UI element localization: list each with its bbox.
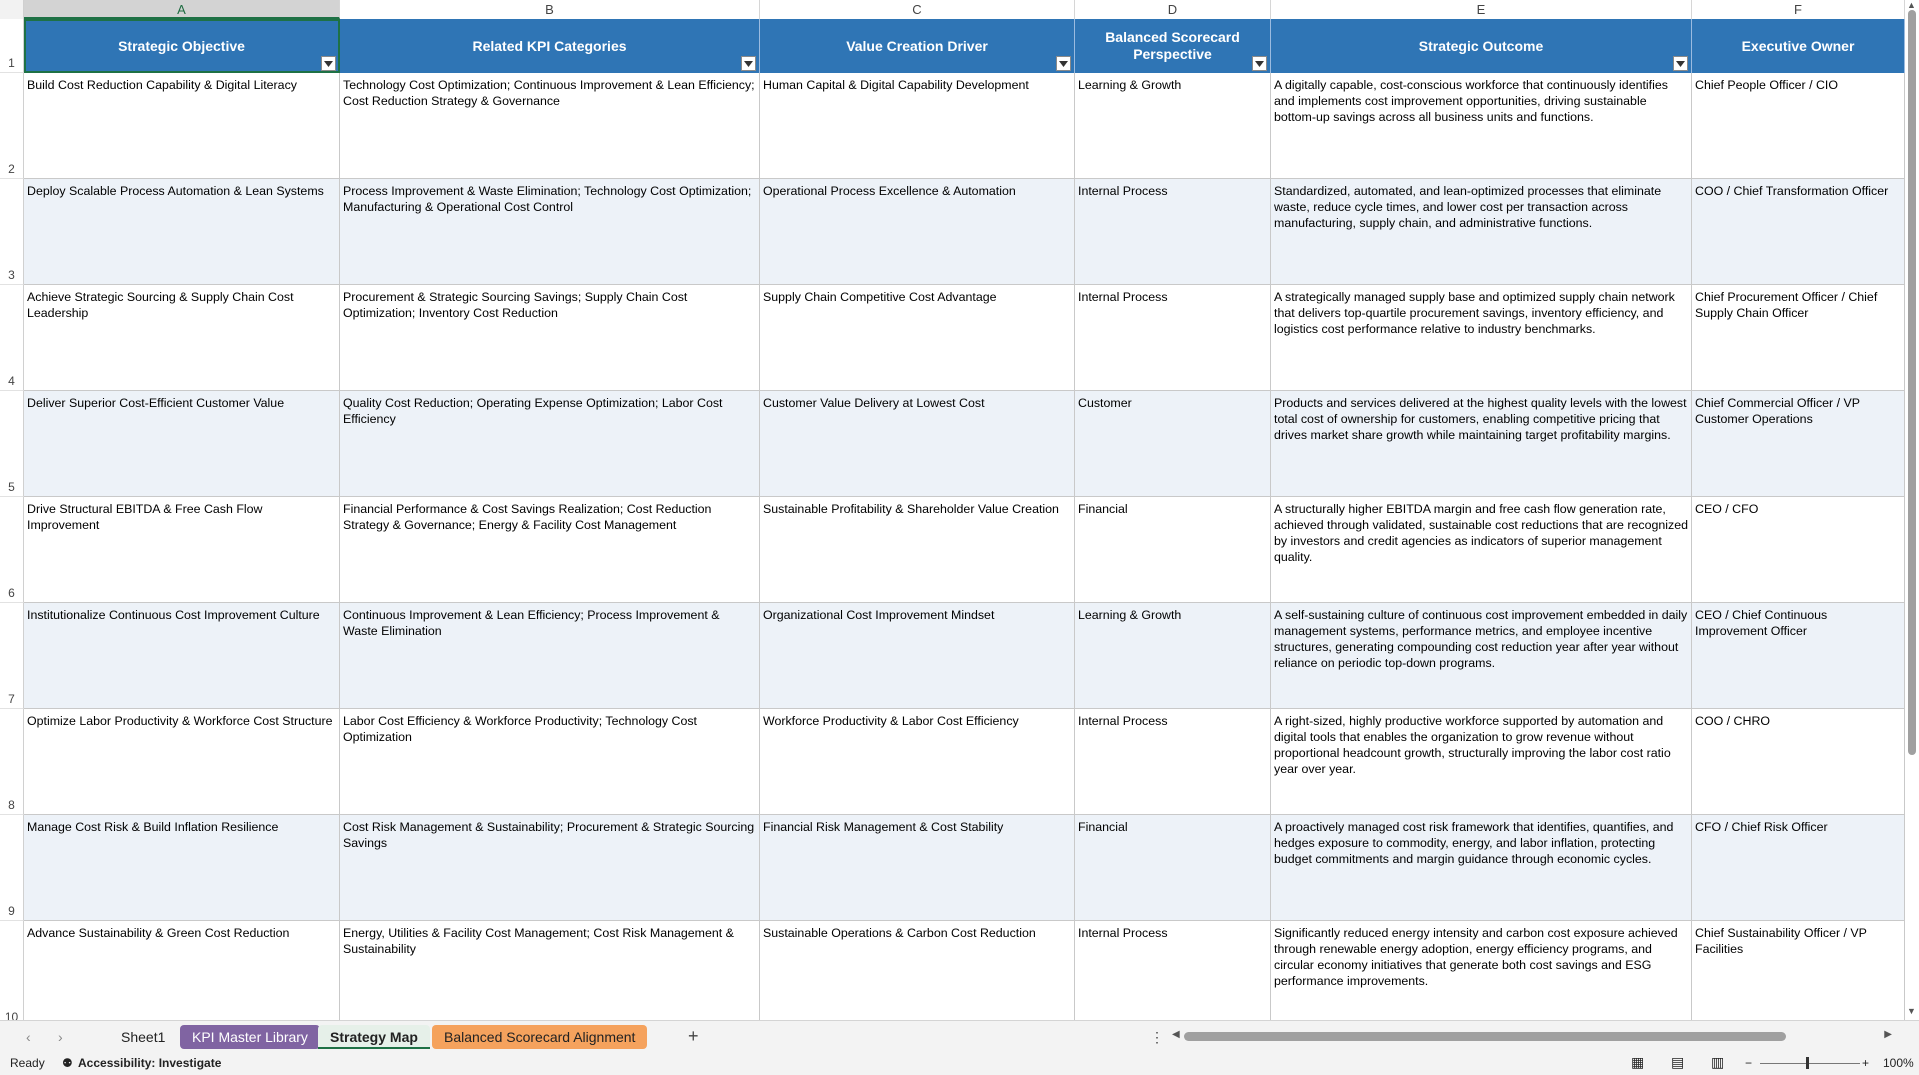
cell-value-creation-driver[interactable]: Human Capital & Digital Capability Development [760,73,1075,179]
header-label: Related KPI Categories [472,37,627,54]
cell-value-creation-driver[interactable]: Customer Value Delivery at Lowest Cost [760,391,1075,497]
cell-value-creation-driver[interactable]: Financial Risk Management & Cost Stability [760,815,1075,921]
header-cell-value-creation-driver[interactable] [760,19,1075,73]
row-header-3[interactable]: 3 [0,179,24,285]
column-header-a[interactable]: A [24,0,340,19]
tab-kpi-master-library[interactable]: KPI Master Library [180,1025,320,1049]
cell-strategic-objective[interactable]: Institutionalize Continuous Cost Improvement Culture [24,603,340,709]
zoom-slider[interactable] [1760,1063,1860,1064]
cell-strategic-objective[interactable]: Manage Cost Risk & Build Inflation Resilience [24,815,340,921]
cell-strategic-outcome[interactable]: A right-sized, highly productive workforce supported by automation and digital tools that enables the organization to grow revenue without proportional headcount growth, structurally improving the labor cost ratio year over year. [1271,709,1692,815]
cell-scorecard-perspective[interactable]: Internal Process [1075,921,1271,1020]
cell-related-kpi-categories[interactable]: Procurement & Strategic Sourcing Savings; Supply Chain Cost Optimization; Inventory Cost Reduction [340,285,760,391]
cell-strategic-outcome[interactable]: A structurally higher EBITDA margin and free cash flow generation rate, achieved through validated, sustainable cost reductions that are recognized by investors and credit agencies as indicators of superior management quality. [1271,497,1692,603]
cell-strategic-objective[interactable]: Achieve Strategic Sourcing & Supply Chain Cost Leadership [24,285,340,391]
filter-dropdown-icon[interactable] [1673,56,1688,71]
row-header-2[interactable]: 2 [0,73,24,179]
zoom-in-icon[interactable]: + [1862,1056,1870,1070]
prev-sheet-icon[interactable]: ‹ [26,1029,31,1045]
cell-value-creation-driver[interactable]: Operational Process Excellence & Automation [760,179,1075,285]
cell-related-kpi-categories[interactable]: Cost Risk Management & Sustainability; Procurement & Strategic Sourcing Savings [340,815,760,921]
page-layout-icon[interactable]: ▤ [1671,1054,1685,1070]
column-header-f[interactable]: F [1692,0,1905,19]
cell-related-kpi-categories[interactable]: Labor Cost Efficiency & Workforce Productivity; Technology Cost Optimization [340,709,760,815]
cell-executive-owner[interactable]: Chief People Officer / CIO [1692,73,1905,179]
cell-strategic-outcome[interactable]: Standardized, automated, and lean-optimized processes that eliminate waste, reduce cycle times, and lower cost per transaction across manufacturing, supply chain, and administrative functions. [1271,179,1692,285]
cell-strategic-outcome[interactable]: A self-sustaining culture of continuous cost improvement embedded in daily management systems, performance metrics, and employee incentive structures, generating compounding cost reduction year after year without reliance on periodic top-down programs. [1271,603,1692,709]
cell-scorecard-perspective[interactable]: Internal Process [1075,285,1271,391]
cell-value-creation-driver[interactable]: Sustainable Operations & Carbon Cost Reduction [760,921,1075,1020]
header-cell-strategic-objective[interactable] [24,19,340,73]
horizontal-scroll-thumb[interactable] [1184,1032,1786,1041]
header-cell-related-kpi-categories[interactable] [340,19,760,73]
zoom-out-icon[interactable]: − [1745,1056,1753,1070]
cell-strategic-outcome[interactable]: Products and services delivered at the highest quality levels with the lowest total cost of ownership for customers, enabling competitive pricing that drives market share growth while maintaining target profitability margins. [1271,391,1692,497]
cell-strategic-outcome[interactable]: A proactively managed cost risk framework that identifies, quantifies, and hedges exposure to commodity, energy, and labor inflation, protecting budget commitments and margin guidance through economic cycles. [1271,815,1692,921]
cell-executive-owner[interactable]: CEO / CFO [1692,497,1905,603]
cell-executive-owner[interactable]: COO / CHRO [1692,709,1905,815]
cell-strategic-objective[interactable]: Build Cost Reduction Capability & Digital Literacy [24,73,340,179]
header-cell-executive-owner[interactable] [1692,19,1905,73]
column-header-d[interactable]: D [1075,0,1271,19]
row-header-1[interactable]: 1 [0,19,24,73]
row-header-5[interactable]: 5 [0,391,24,497]
cell-strategic-objective[interactable]: Deploy Scalable Process Automation & Lean Systems [24,179,340,285]
cell-strategic-outcome[interactable]: A digitally capable, cost-conscious workforce that continuously identifies and implements cost improvement opportunities, driving sustainable bottom-up savings across all business units and functions. [1271,73,1692,179]
filter-dropdown-icon[interactable] [1252,56,1267,71]
cell-executive-owner[interactable]: Chief Commercial Officer / VP Customer Operations [1692,391,1905,497]
scroll-up-icon[interactable]: ▲ [1907,0,1916,10]
cell-scorecard-perspective[interactable]: Internal Process [1075,179,1271,285]
filter-dropdown-icon[interactable] [321,56,336,71]
status-bar [0,1052,1919,1075]
normal-view-icon[interactable]: ▦ [1631,1054,1645,1070]
filter-dropdown-icon[interactable] [741,56,756,71]
zoom-level[interactable]: 100% [1883,1056,1914,1070]
row-header-4[interactable]: 4 [0,285,24,391]
horizontal-scrollbar[interactable] [1172,1030,1892,1044]
cell-executive-owner[interactable]: Chief Sustainability Officer / VP Facilities [1692,921,1905,1020]
cell-scorecard-perspective[interactable]: Internal Process [1075,709,1271,815]
cell-strategic-objective[interactable]: Deliver Superior Cost-Efficient Customer Value [24,391,340,497]
cell-scorecard-perspective[interactable]: Financial [1075,815,1271,921]
cell-related-kpi-categories[interactable]: Financial Performance & Cost Savings Realization; Cost Reduction Strategy & Governance; Energy & Facility Cost Management [340,497,760,603]
next-sheet-icon[interactable]: › [58,1029,63,1045]
header-cell-strategic-outcome[interactable] [1271,19,1692,73]
cell-strategic-outcome[interactable]: Significantly reduced energy intensity and carbon cost exposure achieved through renewable energy adoption, energy efficiency programs, and circular economy initiatives that generate both cost savings and ESG performance improvements. [1271,921,1692,1020]
cell-related-kpi-categories[interactable]: Continuous Improvement & Lean Efficiency; Process Improvement & Waste Elimination [340,603,760,709]
row-header-8[interactable]: 8 [0,709,24,815]
header-label: Executive Owner [1741,37,1855,54]
accessibility-status[interactable]: Accessibility: Investigate [78,1056,222,1070]
filter-dropdown-icon[interactable] [1056,56,1071,71]
cell-value-creation-driver[interactable]: Supply Chain Competitive Cost Advantage [760,285,1075,391]
scroll-left-icon[interactable]: ◀ [1172,1029,1180,1040]
column-header-b[interactable]: B [340,0,760,19]
header-label: Strategic Outcome [1418,37,1544,54]
page-break-icon[interactable]: ▥ [1711,1054,1725,1070]
row-header-10[interactable]: 10 [0,921,24,1020]
sheet-tab-bar [0,1020,1919,1053]
row-header-7[interactable]: 7 [0,603,24,709]
vertical-scroll-thumb[interactable] [1908,10,1916,755]
column-header-e[interactable]: E [1271,0,1692,19]
cell-related-kpi-categories[interactable]: Quality Cost Reduction; Operating Expense Optimization; Labor Cost Efficiency [340,391,760,497]
cell-executive-owner[interactable]: CEO / Chief Continuous Improvement Officer [1692,603,1905,709]
column-header-c[interactable]: C [760,0,1075,19]
row-header-9[interactable]: 9 [0,815,24,921]
status-ready: Ready [10,1056,45,1070]
cell-related-kpi-categories[interactable]: Energy, Utilities & Facility Cost Management; Cost Risk Management & Sustainability [340,921,760,1020]
cell-executive-owner[interactable]: Chief Procurement Officer / Chief Supply Chain Officer [1692,285,1905,391]
cell-value-creation-driver[interactable]: Sustainable Profitability & Shareholder Value Creation [760,497,1075,603]
vertical-scrollbar[interactable] [1905,0,1919,1020]
cell-strategic-objective[interactable]: Drive Structural EBITDA & Free Cash Flow Improvement [24,497,340,603]
cell-executive-owner[interactable]: CFO / Chief Risk Officer [1692,815,1905,921]
cell-related-kpi-categories[interactable]: Process Improvement & Waste Elimination; Technology Cost Optimization; Manufacturing & Operational Cost Control [340,179,760,285]
cell-strategic-outcome[interactable]: A strategically managed supply base and optimized supply chain network that delivers top-quartile procurement savings, inventory efficiency, and logistics cost performance relative to industry benchmarks. [1271,285,1692,391]
scroll-down-icon[interactable]: ▼ [1907,1006,1916,1016]
header-cell-balanced-scorecard-perspective[interactable] [1075,19,1271,73]
add-sheet-button[interactable]: + [688,1026,699,1046]
cell-scorecard-perspective[interactable]: Learning & Growth [1075,603,1271,709]
cell-scorecard-perspective[interactable]: Financial [1075,497,1271,603]
header-label: Balanced Scorecard Perspective [1105,29,1240,62]
cell-strategic-objective[interactable]: Advance Sustainability & Green Cost Reduction [24,921,340,1020]
header-label: Value Creation Driver [846,37,988,54]
cell-executive-owner[interactable]: COO / Chief Transformation Officer [1692,179,1905,285]
row-header-6[interactable]: 6 [0,497,24,603]
cell-value-creation-driver[interactable]: Workforce Productivity & Labor Cost Efficiency [760,709,1075,815]
accessibility-icon[interactable]: ⚉ [62,1056,73,1070]
cell-scorecard-perspective[interactable]: Learning & Growth [1075,73,1271,179]
cell-related-kpi-categories[interactable]: Technology Cost Optimization; Continuous Improvement & Lean Efficiency; Cost Reduction Strategy & Governance [340,73,760,179]
header-label: Strategic Objective [118,37,245,54]
tab-strategy-map[interactable]: Strategy Map [318,1025,430,1049]
select-all-corner[interactable] [0,0,24,19]
column-header-bar [0,0,1919,20]
more-options-icon[interactable]: ⋮ [1150,1029,1164,1045]
cell-scorecard-perspective[interactable]: Customer [1075,391,1271,497]
cell-value-creation-driver[interactable]: Organizational Cost Improvement Mindset [760,603,1075,709]
cell-strategic-objective[interactable]: Optimize Labor Productivity & Workforce Cost Structure [24,709,340,815]
zoom-slider-thumb[interactable] [1806,1057,1809,1069]
tab-balanced-scorecard-alignment[interactable]: Balanced Scorecard Alignment [432,1025,647,1049]
scroll-right-icon[interactable]: ▶ [1884,1029,1892,1040]
tab-sheet1[interactable]: Sheet1 [121,1029,166,1045]
